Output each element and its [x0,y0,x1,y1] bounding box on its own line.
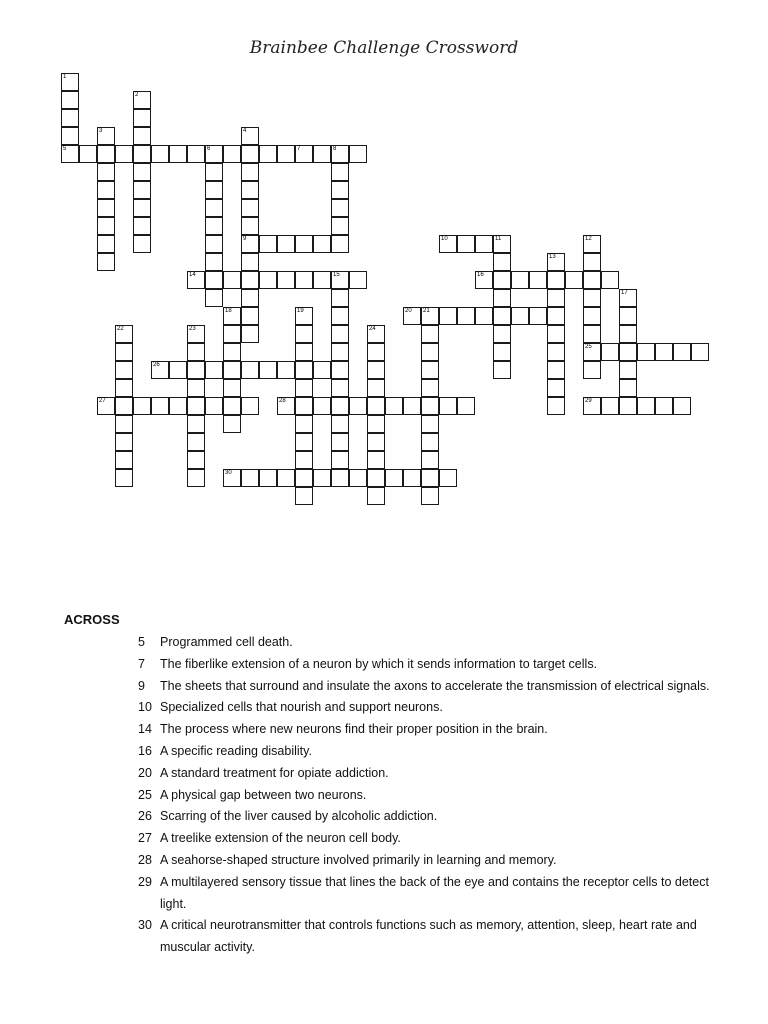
crossword-cell[interactable] [223,469,241,487]
crossword-cell[interactable] [367,433,385,451]
crossword-cell[interactable] [439,307,457,325]
clue-across-14 [138,719,718,741]
crossword-cell[interactable] [241,469,259,487]
crossword-cell[interactable] [133,109,151,127]
clue-text: A seahorse-shaped structure involved primarily in learning and memory. [160,852,557,867]
crossword-cell[interactable] [655,397,673,415]
crossword-cell[interactable] [295,325,313,343]
crossword-cell[interactable] [223,343,241,361]
crossword-cell[interactable] [295,487,313,505]
crossword-cell[interactable] [313,397,331,415]
crossword-cell[interactable] [241,253,259,271]
crossword-cell[interactable] [205,181,223,199]
crossword-cell[interactable] [205,361,223,379]
crossword-cell[interactable] [241,271,259,289]
crossword-cell[interactable] [547,397,565,415]
crossword-cell[interactable] [205,289,223,307]
crossword-cell[interactable] [205,235,223,253]
clue-text: A treelike extension of the neuron cell body. [160,831,401,846]
crossword-cell[interactable] [169,361,187,379]
cell-number: 23 [189,326,196,332]
crossword-cell[interactable] [259,361,277,379]
crossword-cell[interactable] [349,145,367,163]
crossword-cell[interactable] [475,307,493,325]
crossword-cell[interactable] [547,379,565,397]
crossword-cell[interactable] [619,379,637,397]
crossword-cell[interactable] [97,127,115,145]
cell-number: 22 [117,326,124,332]
crossword-cell[interactable] [277,271,295,289]
crossword-cell[interactable] [331,343,349,361]
clue-number: 10 [138,700,152,715]
clue-number: 7 [138,656,145,671]
cell-number: 26 [153,362,160,368]
crossword-cell[interactable] [493,343,511,361]
crossword-cell[interactable] [97,217,115,235]
crossword-cell[interactable] [601,271,619,289]
crossword-cell[interactable] [421,343,439,361]
crossword-cell[interactable] [241,163,259,181]
crossword-cell[interactable] [61,91,79,109]
clue-text: A multilayered sensory tissue that lines the back of the eye and contains the receptor cells to detect light. [160,874,709,911]
cell-number: 27 [99,398,106,404]
crossword-cell[interactable] [601,397,619,415]
crossword-cell[interactable] [241,199,259,217]
crossword-cell[interactable] [331,469,349,487]
crossword-cell[interactable] [133,199,151,217]
crossword-cell[interactable] [349,271,367,289]
crossword-cell[interactable] [331,397,349,415]
crossword-cell[interactable] [421,325,439,343]
cell-number: 4 [243,128,247,134]
crossword-cell[interactable] [385,397,403,415]
cell-number: 3 [99,128,103,134]
clue-across-7 [138,654,718,676]
crossword-cell[interactable] [79,145,97,163]
cell-number: 9 [243,236,247,242]
crossword-cell[interactable] [619,307,637,325]
clue-text: A physical gap between two neurons. [160,787,367,802]
crossword-cell[interactable] [97,163,115,181]
crossword-cell[interactable] [349,469,367,487]
clue-text: The process where new neurons find their proper position in the brain. [160,722,548,737]
crossword-cell[interactable] [619,397,637,415]
crossword-cell[interactable] [511,271,529,289]
cell-number: 19 [297,308,304,314]
crossword-cell[interactable] [295,379,313,397]
crossword-cell[interactable] [493,361,511,379]
crossword-cell[interactable] [295,451,313,469]
crossword-cell[interactable] [169,397,187,415]
crossword-cell[interactable] [241,361,259,379]
cell-number: 12 [585,236,592,242]
crossword-cell[interactable] [223,397,241,415]
crossword-cell[interactable] [331,325,349,343]
crossword-cell[interactable] [547,253,565,271]
crossword-cell[interactable] [115,469,133,487]
crossword-cell[interactable] [367,415,385,433]
crossword-cell[interactable] [187,415,205,433]
crossword-cell[interactable] [277,235,295,253]
crossword-cell[interactable] [367,379,385,397]
clue-across-16 [138,741,718,763]
crossword-cell[interactable] [97,253,115,271]
crossword-cell[interactable] [277,361,295,379]
crossword-cell[interactable] [187,325,205,343]
clue-across-9 [138,676,718,698]
crossword-cell[interactable] [205,253,223,271]
crossword-cell[interactable] [367,469,385,487]
crossword-cell[interactable] [313,235,331,253]
clue-across-29 [138,872,718,916]
clue-text: The sheets that surround and insulate the axons to accelerate the transmission of electrical signals. [160,678,710,693]
crossword-cell[interactable] [421,469,439,487]
clue-text: A standard treatment for opiate addiction. [160,765,389,780]
crossword-cell[interactable] [133,217,151,235]
crossword-cell[interactable] [331,379,349,397]
crossword-cell[interactable] [565,271,583,289]
crossword-cell[interactable] [421,415,439,433]
clue-number: 29 [138,874,152,889]
crossword-cell[interactable] [169,145,187,163]
crossword-cell[interactable] [367,487,385,505]
crossword-cell[interactable] [547,307,565,325]
crossword-cell[interactable] [583,343,601,361]
crossword-cell[interactable] [205,163,223,181]
crossword-cell[interactable] [583,361,601,379]
crossword-cell[interactable] [403,397,421,415]
crossword-cell[interactable] [205,145,223,163]
crossword-cell[interactable] [367,451,385,469]
clue-number: 26 [138,809,152,824]
clue-number: 5 [138,635,145,649]
crossword-cell[interactable] [421,433,439,451]
crossword-cell[interactable] [637,397,655,415]
crossword-cell[interactable] [277,145,295,163]
crossword-cell[interactable] [223,271,241,289]
crossword-cell[interactable] [241,325,259,343]
crossword-cell[interactable] [187,271,205,289]
crossword-cell[interactable] [187,397,205,415]
cell-number: 13 [549,254,556,260]
crossword-cell[interactable] [223,415,241,433]
cell-number: 30 [225,470,232,476]
crossword-cell[interactable] [277,469,295,487]
crossword-cell[interactable] [655,343,673,361]
crossword-cell[interactable] [97,235,115,253]
crossword-cell[interactable] [421,451,439,469]
crossword-cell[interactable] [241,127,259,145]
crossword-cell[interactable] [493,307,511,325]
crossword-cell[interactable] [331,415,349,433]
crossword-cell[interactable] [313,271,331,289]
cell-number: 18 [225,308,232,314]
crossword-cell[interactable] [619,289,637,307]
crossword-cell[interactable] [295,307,313,325]
crossword-cell[interactable] [475,271,493,289]
crossword-cell[interactable] [223,361,241,379]
clue-across-28 [138,850,718,872]
crossword-cell[interactable] [583,289,601,307]
crossword-cell[interactable] [133,163,151,181]
crossword-cell[interactable] [547,289,565,307]
crossword-cell[interactable] [637,343,655,361]
crossword-cell[interactable] [241,235,259,253]
crossword-cell[interactable] [61,127,79,145]
crossword-cell[interactable] [115,343,133,361]
crossword-cell[interactable] [259,145,277,163]
crossword-cell[interactable] [295,145,313,163]
crossword-cell[interactable] [61,73,79,91]
crossword-cell[interactable] [331,433,349,451]
crossword-cell[interactable] [331,235,349,253]
clue-across-26 [138,806,718,828]
across-heading: ACROSS [64,612,120,627]
clue-text: Programmed cell death. [160,635,293,649]
clue-across-20 [138,763,718,785]
crossword-cell[interactable] [205,271,223,289]
clue-across-25 [138,785,718,807]
crossword-cell[interactable] [691,343,709,361]
crossword-cell[interactable] [529,271,547,289]
crossword-cell[interactable] [385,469,403,487]
crossword-cell[interactable] [583,325,601,343]
crossword-cell[interactable] [421,361,439,379]
crossword-cell[interactable] [133,127,151,145]
crossword-cell[interactable] [115,325,133,343]
cell-number: 2 [135,92,139,98]
crossword-cell[interactable] [97,199,115,217]
cell-number: 8 [333,146,337,152]
crossword-cell[interactable] [295,361,313,379]
crossword-cell[interactable] [547,343,565,361]
crossword-cell[interactable] [457,235,475,253]
crossword-cell[interactable] [205,397,223,415]
crossword-cell[interactable] [295,415,313,433]
cell-number: 11 [495,236,502,242]
crossword-cell[interactable] [97,397,115,415]
crossword-cell[interactable] [331,289,349,307]
crossword-cell[interactable] [493,253,511,271]
crossword-cell[interactable] [619,361,637,379]
crossword-cell[interactable] [295,271,313,289]
crossword-cell[interactable] [439,235,457,253]
crossword-cell[interactable] [295,397,313,415]
crossword-cell[interactable] [115,361,133,379]
crossword-cell[interactable] [223,307,241,325]
clue-text: Scarring of the liver caused by alcoholic addiction. [160,809,438,824]
crossword-cell[interactable] [493,235,511,253]
crossword-cell[interactable] [331,307,349,325]
crossword-cell[interactable] [187,145,205,163]
crossword-cell[interactable] [61,145,79,163]
crossword-cell[interactable] [313,361,331,379]
crossword-cell[interactable] [331,199,349,217]
crossword-cell[interactable] [133,91,151,109]
crossword-cell[interactable] [313,469,331,487]
crossword-cell[interactable] [259,271,277,289]
crossword-cell[interactable] [331,271,349,289]
crossword-cell[interactable] [331,145,349,163]
crossword-cell[interactable] [331,181,349,199]
crossword-cell[interactable] [331,361,349,379]
crossword-cell[interactable] [187,361,205,379]
crossword-cell[interactable] [241,307,259,325]
crossword-cell[interactable] [295,433,313,451]
cell-number: 20 [405,308,412,314]
crossword-cell[interactable] [331,217,349,235]
clue-across-10 [138,697,718,719]
clue-across-30 [138,915,718,959]
crossword-cell[interactable] [133,397,151,415]
clue-number: 27 [138,831,152,846]
clue-text: A specific reading disability. [160,743,312,758]
crossword-cell[interactable] [583,397,601,415]
crossword-cell[interactable] [439,397,457,415]
crossword-cell[interactable] [475,235,493,253]
crossword-cell[interactable] [205,199,223,217]
clue-number: 20 [138,765,152,780]
clue-across-27 [138,828,718,850]
crossword-cell[interactable] [223,145,241,163]
crossword-cell[interactable] [601,343,619,361]
clue-number: 14 [138,722,152,737]
cell-number: 21 [423,308,430,314]
cell-number: 25 [585,344,592,350]
crossword-cell[interactable] [349,397,367,415]
crossword-cell[interactable] [673,397,691,415]
crossword-cell[interactable] [421,397,439,415]
cell-number: 10 [441,236,448,242]
clue-number: 16 [138,743,152,758]
crossword-cell[interactable] [115,415,133,433]
crossword-cell[interactable] [367,325,385,343]
crossword-cell[interactable] [403,469,421,487]
crossword-cell[interactable] [241,289,259,307]
cell-number: 1 [63,74,67,80]
clue-text: Specialized cells that nourish and support neurons. [160,700,443,715]
crossword-cell[interactable] [241,181,259,199]
across-clue-list [138,632,718,959]
crossword-cell[interactable] [511,307,529,325]
clue-number: 28 [138,852,152,867]
crossword-cell[interactable] [205,217,223,235]
crossword-cell[interactable] [493,271,511,289]
crossword-cell[interactable] [439,469,457,487]
crossword-cell[interactable] [97,145,115,163]
crossword-cell[interactable] [115,379,133,397]
crossword-cell[interactable] [187,343,205,361]
crossword-cell[interactable] [619,325,637,343]
crossword-cell[interactable] [241,397,259,415]
crossword-cell[interactable] [583,307,601,325]
crossword-cell[interactable] [295,235,313,253]
crossword-cell[interactable] [547,361,565,379]
crossword-cell[interactable] [331,163,349,181]
crossword-cell[interactable] [367,343,385,361]
page-title: Brainbee Challenge Crossword [249,38,519,58]
crossword-cell[interactable] [367,361,385,379]
crossword-cell[interactable] [583,235,601,253]
crossword-cell[interactable] [241,145,259,163]
cell-number: 14 [189,272,196,278]
clue-number: 9 [138,678,145,693]
cell-number: 16 [477,272,484,278]
crossword-cell[interactable] [313,145,331,163]
crossword-cell[interactable] [115,433,133,451]
crossword-cell[interactable] [241,217,259,235]
crossword-cell[interactable] [187,469,205,487]
clue-across-5 [138,632,718,654]
crossword-cell[interactable] [187,379,205,397]
crossword-cell[interactable] [151,397,169,415]
crossword-cell[interactable] [493,289,511,307]
cell-number: 28 [279,398,286,404]
crossword-cell[interactable] [367,397,385,415]
crossword-cell[interactable] [457,307,475,325]
cell-number: 6 [207,146,211,152]
crossword-cell[interactable] [151,145,169,163]
crossword-cell[interactable] [133,145,151,163]
cell-number: 29 [585,398,592,404]
crossword-cell[interactable] [187,451,205,469]
crossword-cell[interactable] [223,325,241,343]
crossword-cell[interactable] [529,307,547,325]
crossword-cell[interactable] [259,469,277,487]
crossword-cell[interactable] [493,325,511,343]
crossword-cell[interactable] [277,397,295,415]
crossword-cell[interactable] [295,469,313,487]
cell-number: 17 [621,290,628,296]
crossword-cell[interactable] [151,361,169,379]
crossword-cell[interactable] [97,181,115,199]
crossword-cell[interactable] [187,433,205,451]
crossword-cell[interactable] [583,271,601,289]
crossword-cell[interactable] [259,235,277,253]
crossword-cell[interactable] [457,397,475,415]
clue-text: A critical neurotransmitter that controls functions such as memory, attention, sleep, heart rate and muscular activity. [160,918,697,955]
crossword-cell[interactable] [547,271,565,289]
crossword-cell[interactable] [583,253,601,271]
cell-number: 7 [297,146,301,152]
crossword-cell[interactable] [547,325,565,343]
crossword-cell[interactable] [115,397,133,415]
clue-number: 30 [138,918,152,933]
crossword-cell[interactable] [331,451,349,469]
crossword-cell[interactable] [421,307,439,325]
crossword-cell[interactable] [421,379,439,397]
crossword-cell[interactable] [223,379,241,397]
clue-number: 25 [138,787,152,802]
crossword-cell[interactable] [61,109,79,127]
crossword-cell[interactable] [673,343,691,361]
cell-number: 24 [369,326,376,332]
cell-number: 5 [63,146,67,152]
crossword-cell[interactable] [421,487,439,505]
crossword-cell[interactable] [619,343,637,361]
clue-text: The fiberlike extension of a neuron by which it sends information to target cells. [160,656,598,671]
crossword-cell[interactable] [295,343,313,361]
crossword-cell[interactable] [133,181,151,199]
crossword-cell[interactable] [403,307,421,325]
crossword-cell[interactable] [115,451,133,469]
cell-number: 15 [333,272,340,278]
crossword-cell[interactable] [115,145,133,163]
crossword-cell[interactable] [133,235,151,253]
